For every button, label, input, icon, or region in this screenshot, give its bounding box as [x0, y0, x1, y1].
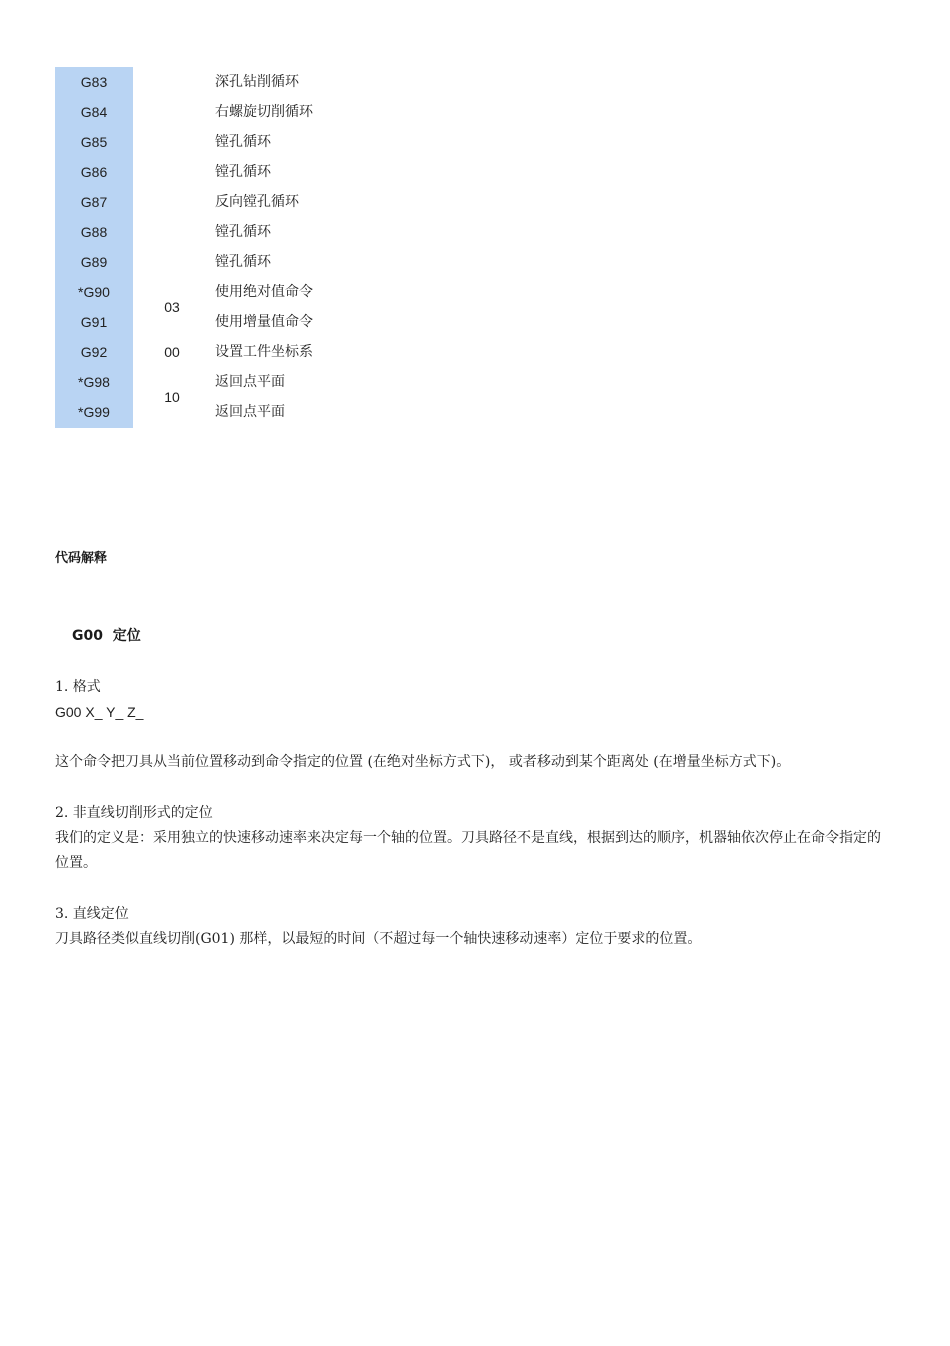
- code-cell: G87: [80, 194, 108, 210]
- item1-label-text: 1. 格式: [55, 679, 101, 695]
- code-cell: G89: [80, 254, 108, 270]
- description-cell: 返回点平面: [215, 374, 285, 390]
- description-cell: 设置工件坐标系: [215, 344, 313, 360]
- description-cell: 使用绝对值命令: [215, 284, 313, 300]
- code-cell: G92: [80, 344, 108, 360]
- table-row: [55, 67, 375, 97]
- code-cell: G83: [80, 74, 108, 90]
- table-row: [55, 97, 375, 127]
- table-row: [55, 157, 375, 187]
- description-cell: 镗孔循环: [215, 164, 271, 180]
- table-row: [55, 367, 375, 397]
- item1-format: G00 X_ Y_ Z_: [55, 704, 144, 720]
- group-number-cell: 00: [164, 344, 180, 360]
- code-cell: G86: [80, 164, 108, 180]
- table-row: [55, 307, 375, 337]
- table-row: [55, 247, 375, 277]
- description-cell: 镗孔循环: [215, 224, 271, 240]
- code-cell: *G90: [78, 284, 110, 300]
- table-row: [55, 187, 375, 217]
- section-heading: 代码解释: [55, 551, 108, 566]
- code-cell: *G98: [78, 374, 110, 390]
- code-cell: *G99: [78, 404, 110, 420]
- group-number-cell: 03: [164, 299, 180, 315]
- item1-description: 这个命令把刀具从当前位置移动到命令指定的位置 (在绝对坐标方式下)， 或者移动到某个距离处 (在增量坐标方式下)。: [55, 754, 791, 770]
- code-cell: G91: [80, 314, 108, 330]
- table-row: [55, 337, 375, 367]
- description-cell: 镗孔循环: [215, 134, 271, 150]
- description-cell: 返回点平面: [215, 404, 285, 420]
- description-cell: 反向镗孔循环: [215, 194, 299, 210]
- code-cell: G88: [80, 224, 108, 240]
- description-cell: 镗孔循环: [215, 254, 271, 270]
- item3-label: 3. 直线定位: [55, 906, 129, 922]
- description-cell: 使用增量值命令: [215, 314, 313, 330]
- item3-description: 刀具路径类似直线切削(G01) 那样，以最短的时间（不超过每一个轴快速移动速率）定位于要求的位置。: [55, 931, 702, 947]
- group-number-cell: 10: [164, 389, 180, 405]
- table-row: [55, 277, 375, 307]
- table-row: [55, 397, 375, 427]
- description-cell: 右螺旋切削循环: [215, 104, 313, 120]
- g00-heading: G00 定位: [72, 628, 141, 644]
- code-cell: G85: [80, 134, 108, 150]
- item1-label: [55, 675, 885, 700]
- item2-label: 2. 非直线切削形式的定位: [55, 805, 213, 821]
- table-row: [55, 217, 375, 247]
- code-cell: G84: [80, 104, 108, 120]
- table-row: [55, 127, 375, 157]
- item2-description: 我们的定义是：采用独立的快速移动速率来决定每一个轴的位置。刀具路径不是直线，根据到达的顺序，机器轴依次停止在命令指定的位置。: [55, 830, 881, 871]
- description-cell: 深孔钻削循环: [215, 74, 299, 90]
